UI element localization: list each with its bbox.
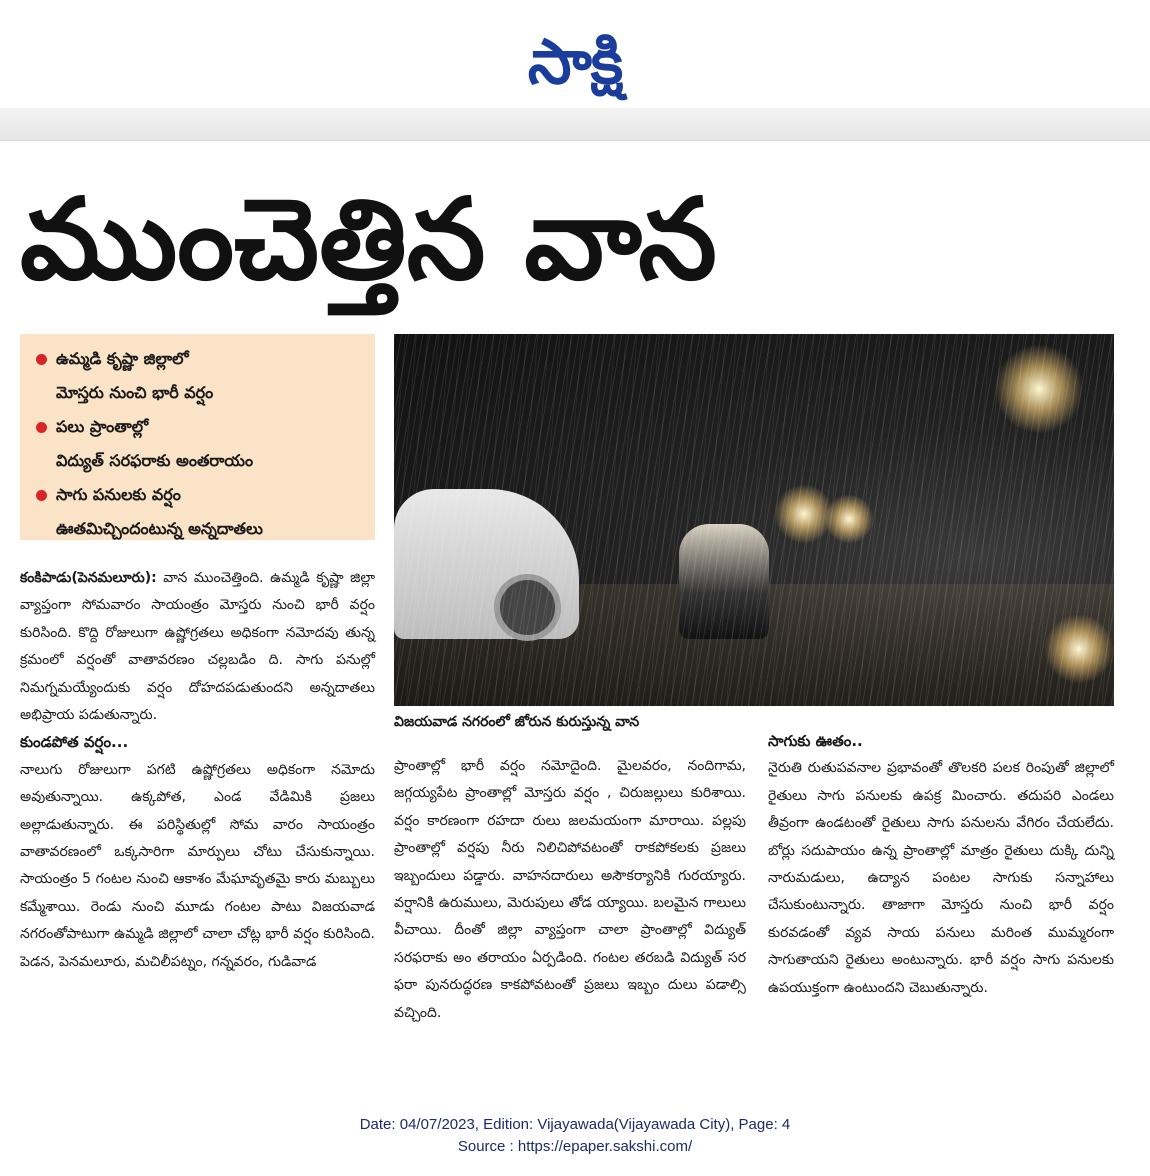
red-bullet-icon (36, 354, 47, 365)
paragraph: ప్రాంతాల్లో భారీ వర్షం నమోదైంది. మైలవరం, నందిగామ, జగ్గయ్యపేట ప్రాంతాల్లో మోస్తరు వర్షం , చిరుజల్లులు కురిశాయి. వర్షం కారణంగా రహదా రులు జలమయంగా మారాయి. పల్లపు ప్రాంతాల్లో వర్షపు నీరు నిలిచిపోవటంతో రాకపోకలకు ప్రజలు ఇబ్బందులు పడ్డారు. వాహనదారులు అసౌకర్యానికి గురయ్యారు. వర్షానికి ఉరుములు, మెరుపులు తోడ య్యాయి. బలమైన గాలులు వీచాయి. దీంతో జిల్లా వ్యాప్తంగా చాలా ప్రాంతాల్లో విద్యుత్‌ సరఫరాకు అం తరాయం ఏర్పడింది. గంటల తరబడి విద్యుత్‌ సర ఫరా పునరుద్ధరణ కాకపోవటంతో ప్రజలు ఇబ్బం దులు పడాల్సి వచ్చింది. (394, 758, 746, 1021)
headline: ముంచెత్తిన వాన (20, 175, 717, 305)
source-footer (0, 1114, 1150, 1158)
article-column-1 (20, 565, 375, 976)
photo-caption: విజయవాడ నగరంలో జోరున కురుస్తున్న వాన (394, 714, 640, 730)
highlight-item: పలు ప్రాంతాల్లో విద్యుత్‌ సరఫరాకు అంతరాయం (34, 410, 367, 478)
paragraph: నాలుగు రోజులుగా పగటి ఉష్ణోగ్రతలు అధికంగా నమోదు అవుతున్నాయి. ఉక్కపోత, ఎండ వేడిమికి ప్రజలు అల్లాడుతున్నారు. ఈ పరిస్థితుల్లో సోమ వారం సాయంత్రం వాతావరణంలో ఒక్కసారిగా మార్పులు చోటు చేసుకున్నాయి. సాయంత్రం 5 గంటల నుంచి ఆకాశం మేఘావృతమై కారు మబ్బులు కమ్మేశాయి. రెండు నుంచి మూడు గంటల పాటు విజయవాడ నగరంతోపాటుగా ఉమ్మడి జిల్లాలో చాలా చోట్ల భారీ వర్షం కురిసింది. పెడన, పెనమలూరు, మచిలీపట్నం, గన్నవరం, గుడివాడ (20, 761, 375, 970)
rain-photo (394, 334, 1114, 706)
source-link[interactable]: Source : https://epaper.sakshi.com/ (457, 1138, 693, 1155)
header-band (0, 108, 1150, 141)
paragraph: నైరుతి రుతుపవనాల ప్రభావంతో తొలకరి పలక రింపుతో జిల్లాలో రైతులు సాగు పనులకు ఉపక్ర మించారు. తదుపరి ఎండలు తీవ్రంగా ఉండటంతో రైతులు సాగు పనులను వేగిరం చేయలేదు. బోర్లు సదుపాయం ఉన్న ప్రాంతాల్లో మాత్రం రైతులు దుక్కి దున్ని నారుమడులు, ఉద్యాన పంటల సాగుకు సన్నాహాలు చేసుకుంటున్నారు. తాజాగా మోస్తరు నుంచి భారీ వర్షం కురవడంతో వ్యవ సాయ పనులు మరింత ముమ్మరంగా సాగుతాయని రైతులు అంటున్నారు. భారీ వర్షం సాగు పనులకు ఉపయుక్తంగా ఉంటుందని చెబుతున్నారు. (768, 760, 1114, 996)
edition-info: Date: 04/07/2023, Edition: Vijayawada(Vijayawada City), Page: 4 (359, 1116, 791, 1133)
highlights-box (20, 334, 375, 540)
subhead: సాగుకు ఊతం.. (768, 732, 863, 750)
red-bullet-icon (36, 422, 47, 433)
rain-overlay (394, 334, 1114, 706)
dateline: కంకిపాడు(పెనమలూరు): (20, 570, 157, 586)
highlight-item: సాగు పనులకు వర్షం ఊతమిచ్చిందంటున్న అన్నదాతలు (34, 478, 367, 546)
article-column-2 (394, 753, 746, 1027)
sakshi-logo: సాక్షి (527, 25, 623, 98)
article-column-3 (768, 732, 1114, 1002)
subhead: కుండపోత వర్షం... (20, 733, 129, 752)
intro-text: వాన ముంచెత్తింది. ఉమ్మడి కృష్ణా జిల్లా వ్యాప్తంగా సోమవారం సాయంత్రం మోస్తరు నుంచి భారీ వర్షం కురిసింది. కొద్ది రోజులుగా ఉష్ణోగ్రతలు అధికంగా నమోదవు తున్న క్రమంలో వర్షంతో వాతావరణం చల్లబడిం ది. సాగు పనుల్లో నిమగ్నమయ్యేందుకు వర్షం దోహదపడుతుందని అన్నదాతలు అభిప్రాయ పడుతున్నారు. (20, 570, 376, 724)
red-bullet-icon (36, 490, 47, 501)
highlight-item: ఉమ్మడి కృష్ణా జిల్లాలో మోస్తరు నుంచి భారీ వర్షం (34, 342, 367, 410)
